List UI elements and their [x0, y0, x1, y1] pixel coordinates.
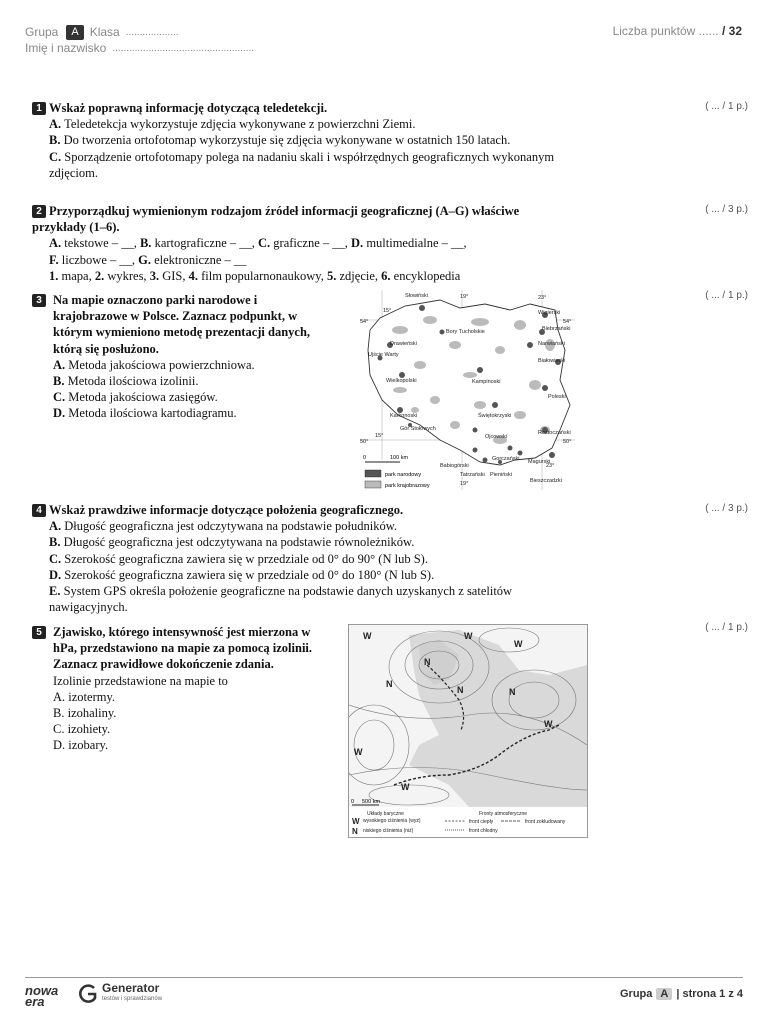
task-2: [32, 203, 562, 284]
svg-text:N: N: [424, 657, 431, 667]
svg-text:Narwiański: Narwiański: [538, 341, 565, 347]
option-letter[interactable]: B.: [53, 706, 65, 721]
class-field[interactable]: ...................: [125, 26, 179, 38]
svg-text:Bieszczadzki: Bieszczadzki: [530, 478, 562, 484]
option-letter[interactable]: D.: [49, 567, 62, 582]
svg-text:0: 0: [363, 455, 367, 461]
option-letter[interactable]: C.: [53, 722, 65, 737]
svg-text:front ciepły: front ciepły: [469, 819, 494, 825]
task-3: [32, 292, 332, 422]
svg-text:23°: 23°: [538, 295, 547, 301]
task-number: 2: [32, 205, 46, 218]
svg-text:park krajobrazowy: park krajobrazowy: [385, 483, 430, 489]
svg-text:W: W: [401, 782, 410, 792]
svg-text:Świętokrzyski: Świętokrzyski: [478, 413, 512, 419]
option-text[interactable]: Do tworzenia ortofotomap wykorzystuje się zdjęcia wykonywane w ostatnich 150 latach.: [63, 133, 511, 148]
svg-text:park narodowy: park narodowy: [385, 472, 422, 478]
item-text[interactable]: liczbowe – __,: [58, 252, 139, 267]
option-letter[interactable]: D.: [53, 406, 66, 421]
item-letter: C.: [258, 236, 271, 251]
svg-text:N: N: [352, 827, 358, 836]
svg-text:15°: 15°: [383, 308, 392, 314]
task-question: Przyporządkuj wymienionym rodzajom źródeł informacji geograficznej (A–G) właściwe przykłady (1–6).: [32, 204, 520, 235]
svg-text:wysokiego ciśnienia (wyż): wysokiego ciśnienia (wyż): [363, 818, 421, 824]
svg-text:W: W: [464, 631, 473, 641]
poland-parks-map: [360, 290, 575, 490]
svg-text:Drawieński: Drawieński: [390, 341, 417, 347]
option-text[interactable]: System GPS określa położenie geograficzne na podstawie danych uzyskanych z satelitów nawigacyjnych.: [49, 584, 513, 615]
svg-text:W: W: [354, 747, 363, 757]
task-score: ( ... / 1 p.): [705, 101, 748, 112]
svg-text:500 km: 500 km: [362, 799, 381, 805]
svg-text:front chłodny: front chłodny: [469, 828, 498, 834]
task-score: ( ... / 3 p.): [705, 503, 748, 514]
task-number: 5: [32, 626, 46, 639]
points-label: Liczba punktów ......: [612, 24, 719, 38]
svg-text:19°: 19°: [460, 294, 469, 300]
svg-text:50°: 50°: [563, 439, 572, 445]
svg-text:Fronty atmosferyczne: Fronty atmosferyczne: [479, 811, 528, 817]
svg-text:W: W: [352, 817, 360, 826]
svg-text:Układy baryczne: Układy baryczne: [367, 811, 404, 817]
option-text[interactable]: Długość geograficzna jest odczytywana na podstawie równoleżników.: [63, 535, 415, 550]
weather-map: [348, 624, 588, 838]
svg-text:Słowiński: Słowiński: [405, 293, 428, 299]
task-number: 4: [32, 504, 46, 517]
option-letter[interactable]: C.: [49, 149, 62, 164]
item-letter: D.: [351, 236, 364, 251]
svg-text:50°: 50°: [360, 439, 369, 445]
item-letter: F.: [49, 252, 59, 267]
svg-text:0: 0: [351, 799, 355, 805]
task-stem: Izolinie przedstawione na mapie to: [53, 673, 228, 688]
item-text[interactable]: multimedialne – __,: [363, 236, 467, 251]
option-letter[interactable]: A.: [53, 689, 66, 704]
option-letter[interactable]: A.: [49, 519, 62, 534]
svg-text:Babiogórski: Babiogórski: [440, 463, 469, 469]
option-letter[interactable]: D.: [53, 738, 66, 753]
group-label: Grupa: [25, 25, 59, 39]
svg-text:23°: 23°: [546, 463, 555, 469]
svg-text:niskiego ciśnienia (niż): niskiego ciśnienia (niż): [363, 828, 414, 834]
option-text[interactable]: Sporządzenie ortofotomapy polega na nadaniu skali i współrzędnych geograficznych wykonanym zdjęciom.: [49, 149, 555, 180]
svg-text:15°: 15°: [375, 433, 384, 439]
task-score: ( ... / 3 p.): [705, 204, 748, 215]
item-letter: B.: [139, 236, 152, 251]
svg-text:100 km: 100 km: [390, 455, 409, 461]
footer-divider: [25, 977, 743, 978]
svg-text:Roztoczański: Roztoczański: [538, 430, 571, 436]
name-field[interactable]: ...................................................: [112, 42, 255, 54]
svg-text:54°: 54°: [563, 319, 572, 325]
points-summary: [613, 24, 742, 38]
option-text[interactable]: Długość geograficzna jest odczytywana na podstawie południków.: [64, 519, 398, 534]
svg-text:Wielkopolski: Wielkopolski: [386, 378, 417, 384]
task-question: Wskaż prawdziwe informacje dotyczące położenia geograficznego.: [49, 503, 404, 517]
option-text[interactable]: Metoda jakościowa zasięgów.: [68, 390, 218, 405]
svg-text:Ojcowski: Ojcowski: [485, 434, 508, 440]
svg-text:N: N: [386, 679, 393, 689]
nowa-era-logo: nowa era: [25, 983, 59, 1009]
svg-text:Poleski: Poleski: [548, 394, 566, 400]
item-text[interactable]: kartograficzne – __,: [151, 236, 258, 251]
svg-text:Biebrzański: Biebrzański: [542, 326, 571, 332]
svg-text:Białowieski: Białowieski: [538, 358, 566, 364]
svg-text:Wigierski: Wigierski: [538, 310, 561, 316]
option-text[interactable]: Metoda ilościowa izolinii.: [67, 374, 199, 389]
group-badge: A: [66, 25, 83, 40]
task-1: [32, 100, 592, 181]
task-4: [32, 502, 562, 615]
class-label: Klasa: [89, 25, 120, 39]
task-score: ( ... / 1 p.): [705, 622, 748, 633]
svg-text:Bory Tucholskie: Bory Tucholskie: [446, 329, 485, 335]
option-text[interactable]: Teledetekcja wykorzystuje zdjęcia wykonywane z powierzchni Ziemi.: [64, 117, 416, 132]
option-text[interactable]: izotermy.: [68, 689, 116, 704]
generator-g-icon: [78, 983, 98, 1005]
generator-logo: Generator testów i sprawdzianów: [78, 983, 162, 1005]
option-text[interactable]: Szerokość geograficzna zawiera się w przedziale od 0° do 90° (N lub S).: [64, 551, 428, 566]
item-letter: G.: [138, 252, 151, 267]
option-text[interactable]: izobary.: [68, 738, 109, 753]
svg-text:Pieniński: Pieniński: [490, 472, 513, 478]
item-text[interactable]: graficzne – __,: [270, 236, 352, 251]
svg-text:Magurski: Magurski: [528, 459, 551, 465]
svg-text:N: N: [509, 687, 516, 697]
option-letter[interactable]: B.: [49, 535, 61, 550]
task-score: ( ... / 1 p.): [705, 290, 748, 301]
svg-text:19°: 19°: [460, 481, 469, 487]
svg-text:W: W: [514, 639, 523, 649]
points-total: / 32: [721, 24, 742, 38]
item-text[interactable]: elektroniczne – __: [150, 252, 247, 267]
option-text[interactable]: Szerokość geograficzna zawiera się w przedziale od 0° do 180° (N lub S).: [64, 567, 435, 582]
task-number: 1: [32, 102, 46, 115]
svg-text:W: W: [363, 631, 372, 641]
svg-text:Tatrzański: Tatrzański: [460, 472, 485, 478]
option-text[interactable]: Metoda ilościowa kartodiagramu.: [68, 406, 237, 421]
svg-text:Gór Stołowych: Gór Stołowych: [400, 426, 436, 432]
option-letter[interactable]: B.: [49, 133, 61, 148]
item-text[interactable]: tekstowe – __,: [61, 236, 140, 251]
examples-line: 1. mapa, 2. wykres, 3. GIS, 4. film popularnonaukowy, 5. zdjęcie, 6. encyklopedia: [49, 268, 461, 283]
item-letter: A.: [49, 236, 62, 251]
svg-text:Ujście Warty: Ujście Warty: [368, 352, 399, 358]
name-label: Imię i nazwisko: [25, 41, 107, 55]
svg-text:Kampinoski: Kampinoski: [472, 379, 501, 385]
option-letter[interactable]: B.: [53, 374, 65, 389]
option-letter[interactable]: A.: [49, 117, 62, 132]
option-letter[interactable]: A.: [53, 357, 66, 372]
svg-text:W: W: [544, 719, 553, 729]
svg-text:Karkonoski: Karkonoski: [390, 413, 418, 419]
answer-line-1: [32, 235, 562, 251]
svg-text:front zokludowany: front zokludowany: [525, 819, 566, 825]
option-text[interactable]: Metoda jakościowa powierzchniowa.: [68, 357, 255, 372]
task-question: Na mapie oznaczono parki narodowe i krajobrazowe w Polsce. Zaznacz podpunkt, w którym wymieniono metodę prezentacji danych, którą się posłużono.: [53, 293, 311, 356]
answer-line-2: [32, 252, 562, 268]
page-info: Grupa A | strona 1 z 4: [619, 988, 743, 1000]
svg-text:N: N: [457, 685, 464, 695]
option-text[interactable]: izohiety.: [67, 722, 111, 737]
svg-text:54°: 54°: [360, 319, 369, 325]
option-letter[interactable]: C.: [49, 551, 62, 566]
task-5: [32, 624, 322, 754]
header: [25, 24, 254, 56]
option-letter[interactable]: E.: [49, 584, 61, 599]
task-number: 3: [32, 294, 46, 307]
option-text[interactable]: izohaliny.: [67, 706, 117, 721]
option-letter[interactable]: C.: [53, 390, 66, 405]
task-question: Zjawisko, którego intensywność jest mierzona w hPa, przedstawiono na mapie za pomocą izolinii. Zaznacz prawidłowe dokończenie zdania.: [53, 625, 313, 672]
svg-text:Gorczański: Gorczański: [492, 456, 520, 462]
task-question: Wskaż poprawną informację dotyczącą teledetekcji.: [49, 101, 328, 115]
